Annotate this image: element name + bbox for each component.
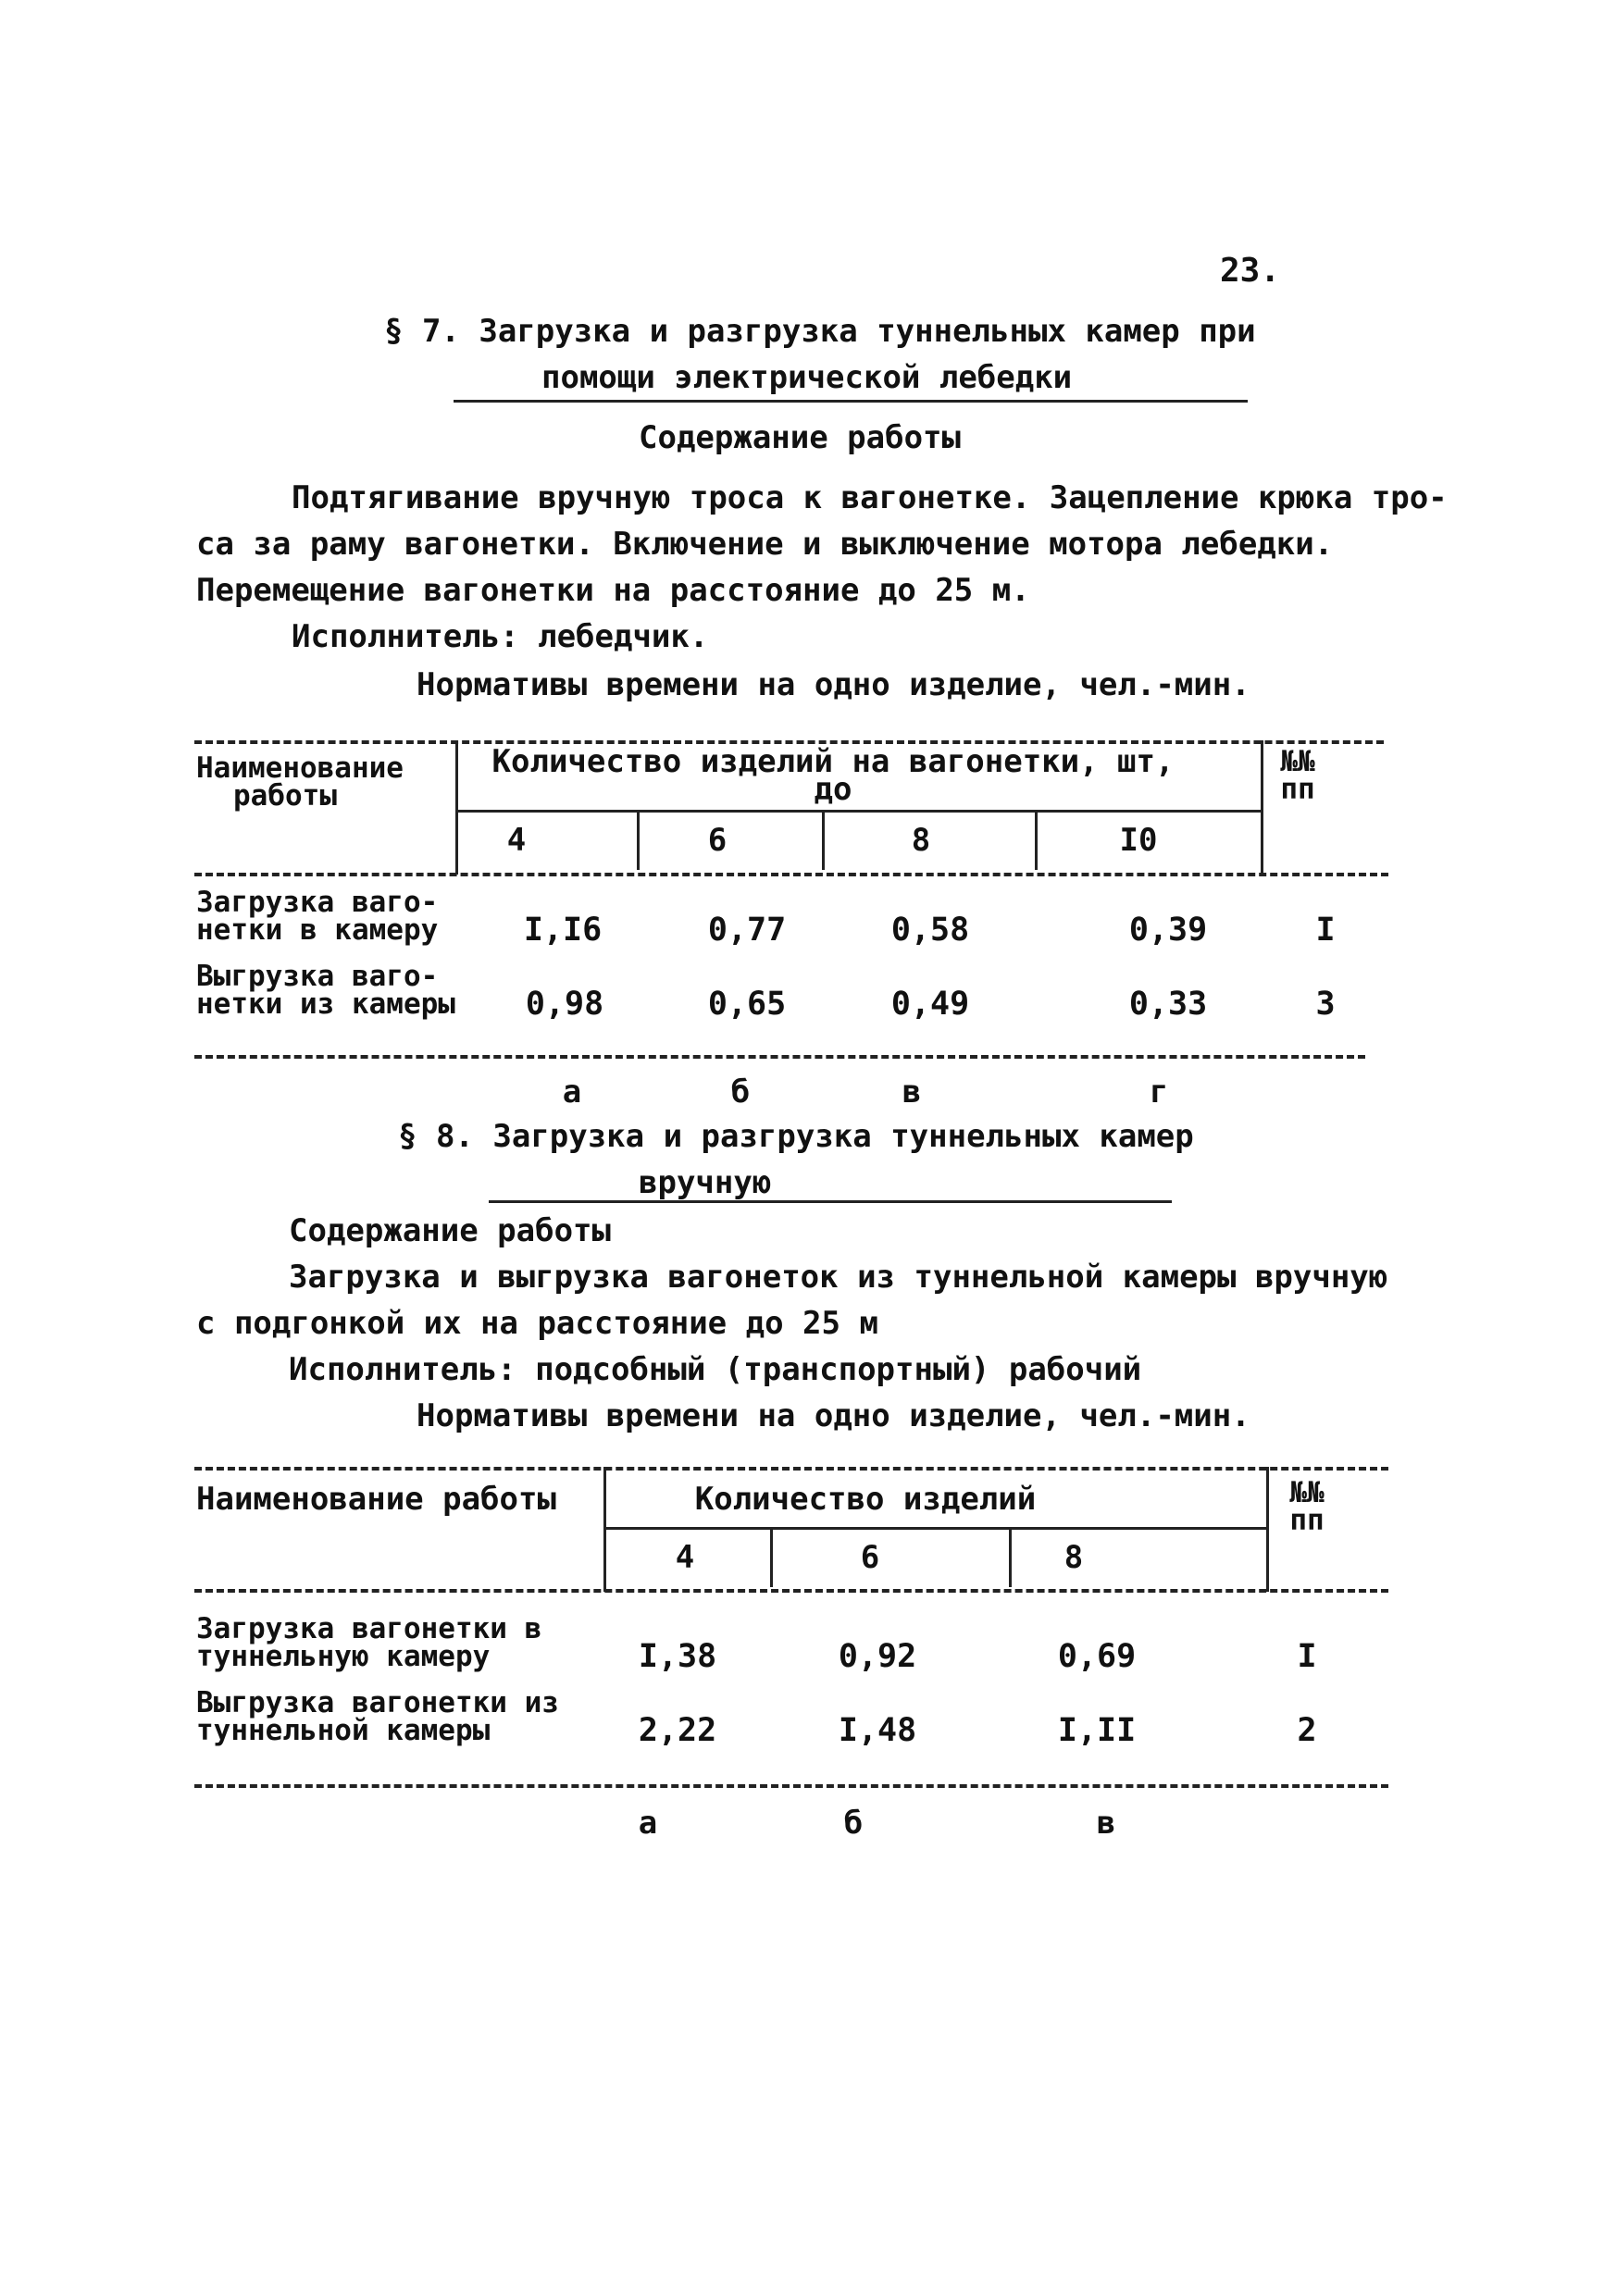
table1-bottom-rule bbox=[194, 1055, 1365, 1059]
table1-row-name: Выгрузка ваго- нетки из камеры bbox=[196, 960, 455, 1021]
table2-divider bbox=[770, 1527, 773, 1587]
table2-header-name: Наименование работы bbox=[196, 1481, 556, 1518]
table1-row-name: Загрузка ваго- нетки в камеру bbox=[196, 886, 439, 947]
table1-divider bbox=[1035, 810, 1038, 870]
section8-title-line2: вручную bbox=[639, 1164, 772, 1201]
table2-header-num: №№ пп bbox=[1289, 1476, 1325, 1537]
table1-row-num: I bbox=[1315, 912, 1336, 949]
section7-content-line-1: Подтягивание вручную троса к вагонетке. Зацепление крюка тро- bbox=[292, 479, 1448, 516]
table2-divider bbox=[1009, 1527, 1012, 1587]
section7-executor: Исполнитель: лебедчик. bbox=[292, 618, 709, 655]
table1-cell: 0,98 bbox=[525, 986, 604, 1023]
table1-header-qty: Количество изделий на вагонетки, шт, до bbox=[491, 743, 1175, 808]
table2-subheader-rule bbox=[605, 1527, 1266, 1530]
table1-subheader-rule bbox=[457, 810, 1261, 813]
table1-col-header: 6 bbox=[707, 822, 728, 859]
section8-title-underline bbox=[489, 1200, 1172, 1203]
table2-top-rule bbox=[194, 1467, 1388, 1471]
table1-cell: 0,77 bbox=[707, 912, 787, 949]
table2-cell: 0,69 bbox=[1057, 1638, 1137, 1675]
table2-row-name: Выгрузка вагонетки из туннельной камеры bbox=[196, 1686, 559, 1747]
section8-norms-caption: Нормативы времени на одно изделие, чел.-мин. bbox=[417, 1397, 1250, 1434]
table1-col-header: 8 bbox=[911, 822, 931, 859]
table1-col-letter: а bbox=[562, 1074, 582, 1111]
table1-col-letter: г bbox=[1149, 1074, 1169, 1111]
table2-row-name: Загрузка вагонетки в туннельную камеру bbox=[196, 1612, 542, 1673]
table2-col-letter: а bbox=[638, 1805, 658, 1842]
table2-cell: I,48 bbox=[838, 1712, 917, 1749]
table2-row-num: I bbox=[1297, 1638, 1317, 1675]
table1-col-letter: б bbox=[730, 1074, 751, 1111]
table2-header-bottom-rule bbox=[194, 1589, 1388, 1593]
table2-header-qty: Количество изделий bbox=[694, 1481, 1037, 1518]
table1-divider bbox=[1261, 740, 1263, 875]
table1-header-name: Наименование работы bbox=[196, 751, 404, 813]
table1-row-num: 3 bbox=[1315, 986, 1336, 1023]
table1-header-num: №№ пп bbox=[1280, 745, 1315, 806]
table1-cell: 0,33 bbox=[1128, 986, 1208, 1023]
table1-col-header: I0 bbox=[1119, 822, 1158, 859]
table1-header-bottom-rule bbox=[194, 873, 1388, 876]
table2-col-header: 4 bbox=[675, 1539, 695, 1576]
table2-col-header: 6 bbox=[860, 1539, 880, 1576]
table2-col-header: 8 bbox=[1063, 1539, 1084, 1576]
table2-col-letter: б bbox=[843, 1805, 864, 1842]
table1-cell: 0,58 bbox=[890, 912, 970, 949]
section8-content-line-1: Загрузка и выгрузка вагонеток из туннельной камеры вручную bbox=[289, 1259, 1388, 1296]
section7-title-line2: помощи электрической лебедки bbox=[541, 359, 1073, 396]
table1-divider bbox=[637, 810, 640, 870]
page-number: 23. bbox=[1220, 252, 1281, 290]
table1-divider bbox=[822, 810, 825, 870]
section8-title-line1: § 8. Загрузка и разгрузка туннельных камер bbox=[398, 1118, 1194, 1155]
table2-divider bbox=[1266, 1467, 1269, 1592]
table1-cell: I,I6 bbox=[523, 912, 603, 949]
table2-row-num: 2 bbox=[1297, 1712, 1317, 1749]
section7-norms-caption: Нормативы времени на одно изделие, чел.-мин. bbox=[417, 666, 1250, 703]
table1-col-header: 4 bbox=[506, 822, 527, 859]
section8-content-line-2: с подгонкой их на расстояние до 25 м bbox=[196, 1305, 878, 1342]
section7-content-line-3: Перемещение вагонетки на расстояние до 25 м. bbox=[196, 572, 1030, 609]
table2-cell: 2,22 bbox=[638, 1712, 717, 1749]
section8-executor: Исполнитель: подсобный (транспортный) рабочий bbox=[289, 1351, 1142, 1388]
section7-content-heading: Содержание работы bbox=[639, 419, 961, 456]
section7-title-underline bbox=[454, 400, 1248, 403]
table2-cell: 0,92 bbox=[838, 1638, 917, 1675]
table1-cell: 0,49 bbox=[890, 986, 970, 1023]
table1-divider bbox=[455, 740, 458, 875]
section7-content-line-2: са за раму вагонетки. Включение и выключение мотора лебедки. bbox=[196, 526, 1334, 563]
table2-bottom-rule bbox=[194, 1784, 1388, 1788]
section7-title-line1: § 7. Загрузка и разгрузка туннельных камер при bbox=[384, 313, 1256, 350]
table1-cell: 0,65 bbox=[707, 986, 787, 1023]
table1-cell: 0,39 bbox=[1128, 912, 1208, 949]
table2-cell: I,II bbox=[1057, 1712, 1137, 1749]
table1-col-letter: в bbox=[902, 1074, 922, 1111]
section8-content-heading: Содержание работы bbox=[289, 1212, 611, 1249]
table2-cell: I,38 bbox=[638, 1638, 717, 1675]
table2-col-letter: в bbox=[1096, 1805, 1116, 1842]
